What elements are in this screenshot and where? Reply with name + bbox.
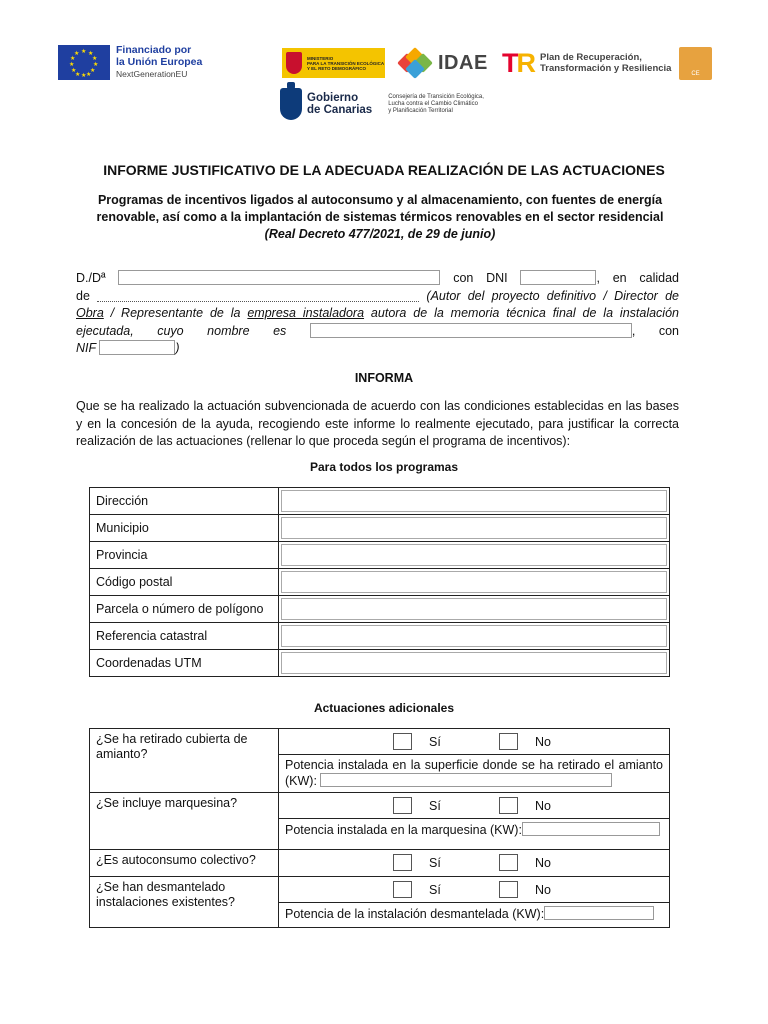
question-desmantelado: ¿Se han desmantelado instalaciones existentes? [90,877,279,928]
nif-label: NIF [76,341,96,355]
name-field[interactable] [118,270,440,285]
general-data-table [89,487,670,677]
options-colectivo [279,850,670,877]
role-line1: (Autor del proyecto definitivo / Director de [426,288,679,303]
row-label: Referencia catastral [90,623,279,650]
intro-line3: realización de las actuaciones (rellenar lo que proceda según el programa de incentivos): [76,434,571,448]
document-title: INFORME JUSTIFICATIVO DE LA ADECUADA REALIZACIÓN DE LAS ACTUACIONES [103,162,665,178]
row-label: Código postal [90,569,279,596]
row-label: Coordenadas UTM [90,650,279,677]
document-subtitle [70,192,690,243]
canarias-gob1: Gobierno [307,92,359,104]
d-label: D./Dª [76,271,106,285]
section1-title: Para todos los programas [309,460,459,474]
colectivo-si-label: Sí [429,856,441,870]
declarant-paragraph [76,270,679,358]
close-paren: ) [175,341,180,355]
role-line3: ejecutada, cuyo nombre es [76,323,287,338]
potencia-marquesina-input[interactable] [522,822,660,836]
potencia-desmantelada-cell [279,903,670,928]
potencia-desmantelada-label: Potencia de la instalación desmantelada (KW): [285,907,545,921]
table-row [90,515,670,542]
table-row [90,793,670,819]
intro-paragraph [76,398,679,451]
row-label: Parcela o número de polígono [90,596,279,623]
colectivo-si-checkbox[interactable] [393,854,412,871]
eu-flag-icon: ★ ★ ★ ★ ★ ★ ★ ★ ★ ★ ★ ★ [58,45,110,80]
idae-word: IDAE [438,51,488,74]
row-label: Municipio [90,515,279,542]
options-amianto [279,729,670,755]
subtitle-line3: (Real Decreto 477/2021, de 29 de junio) [264,227,496,241]
canarias-shield-icon [280,88,302,120]
row-value-cell [279,488,670,515]
eu-line2: la Unión Europea [116,56,203,68]
canarias-gob2: de Canarias [307,104,373,116]
marquesina-no-label: No [535,799,551,813]
canarias-logo [280,88,484,120]
table-row [90,729,670,755]
ce-label: CE [691,71,700,77]
intro-line2: y en la concesión de la ayuda, recogiendo este informe lo realmente ejecutado, para justificar la correcta [76,416,679,431]
ministerio-line3: Y EL RETO DEMOGRÁFICO [307,65,367,71]
row-value-input[interactable] [281,544,667,566]
section2-title: Actuaciones adicionales [313,701,455,715]
colectivo-no-label: No [535,856,551,870]
row-value-input[interactable] [281,652,667,674]
amianto-si-label: Sí [429,735,441,749]
table-row [90,850,670,877]
row-value-input[interactable] [281,490,667,512]
dni-label: con DNI [453,271,508,285]
prtr-logo [502,48,671,78]
row-label: Provincia [90,542,279,569]
ministerio-logo [282,48,385,78]
intro-line1: Que se ha realizado la actuación subvencionada de acuerdo con las condiciones establecidas en las bases [76,399,679,413]
potencia-marquesina-cell [279,819,670,850]
table-row [90,569,670,596]
eu-line3: NextGenerationEU [116,69,188,79]
row-value-cell [279,623,670,650]
capacity-field[interactable] [97,290,419,302]
marquesina-no-checkbox[interactable] [499,797,518,814]
row-value-cell [279,542,670,569]
eu-logo [58,44,202,80]
colectivo-no-checkbox[interactable] [499,854,518,871]
row-value-input[interactable] [281,571,667,593]
amianto-no-checkbox[interactable] [499,733,518,750]
row-value-input[interactable] [281,517,667,539]
desmantelado-si-label: Sí [429,883,441,897]
options-marquesina [279,793,670,819]
idae-mark-icon [396,48,434,78]
potencia-amianto-input[interactable] [320,773,612,787]
question-colectivo: ¿Es autoconsumo colectivo? [90,850,279,877]
desmantelado-si-checkbox[interactable] [393,881,412,898]
prtr-line2: Transformación y Resiliencia [540,63,672,74]
potencia-desmantelada-input[interactable] [544,906,654,920]
dni-field[interactable] [520,270,596,285]
question-amianto: ¿Se ha retirado cubierta de amianto? [90,729,279,793]
idae-logo [396,48,488,78]
marquesina-si-label: Sí [429,799,441,813]
table-row [90,596,670,623]
spain-shield-icon [286,52,302,74]
options-desmantelado [279,877,670,903]
row-value-cell [279,650,670,677]
ministerio-line1: MINISTERIO [307,55,334,61]
additional-actions-table [89,728,670,928]
row-value-input[interactable] [281,598,667,620]
question-marquesina: ¿Se incluye marquesina? [90,793,279,850]
consejeria-line2: Lucha contra el Cambio Climático [388,100,478,107]
table-row [90,650,670,677]
amianto-si-checkbox[interactable] [393,733,412,750]
de-label: de [76,288,90,303]
eu-line1: Financiado por [116,44,192,56]
ministerio-line2: PARA LA TRANSICIÓN ECOLÓGICA [307,60,385,66]
nif-field[interactable] [99,340,175,355]
potencia-amianto-cell [279,755,670,793]
row-value-cell [279,569,670,596]
informa-heading: INFORMA [354,371,414,385]
prtr-line1: Plan de Recuperación, [540,52,642,63]
desmantelado-no-checkbox[interactable] [499,881,518,898]
table-row [90,623,670,650]
row-value-input[interactable] [281,625,667,647]
role-autora: autora de la memoria técnica final de la instalación [364,306,679,320]
potencia-amianto-label: Potencia instalada en la superficie donde se ha retirado el amianto (KW): [285,758,663,788]
company-name-field[interactable] [310,323,632,338]
subtitle-line2: renovable, así como a la implantación de sistemas térmicos renovables en el sector residencial [96,210,664,224]
ce-logo [679,47,712,80]
table-row [90,542,670,569]
role-representante: / Representante de la [103,306,248,320]
subtitle-line1: Programas de incentivos ligados al autoconsumo y al almacenamiento, con fuentes de energía [97,193,663,207]
calidad-label: , en calidad [596,271,679,285]
con-label: , con [631,323,679,338]
row-label: Dirección [90,488,279,515]
prtr-mark-t: T [502,48,517,78]
marquesina-si-checkbox[interactable] [393,797,412,814]
row-value-cell [279,515,670,542]
header-logos [0,0,768,130]
table-row [90,488,670,515]
role-empresa: empresa instaladora [247,306,365,320]
consejeria-line1: Consejería de Transición Ecológica, [388,93,484,100]
amianto-no-label: No [535,735,551,749]
desmantelado-no-label: No [535,883,551,897]
role-obra: Obra [76,306,104,320]
consejeria-line3: y Planificación Territorial [388,107,453,114]
potencia-marquesina-label: Potencia instalada en la marquesina (KW): [285,823,522,837]
prtr-mark-r: R [516,48,534,78]
row-value-cell [279,596,670,623]
table-row [90,877,670,903]
